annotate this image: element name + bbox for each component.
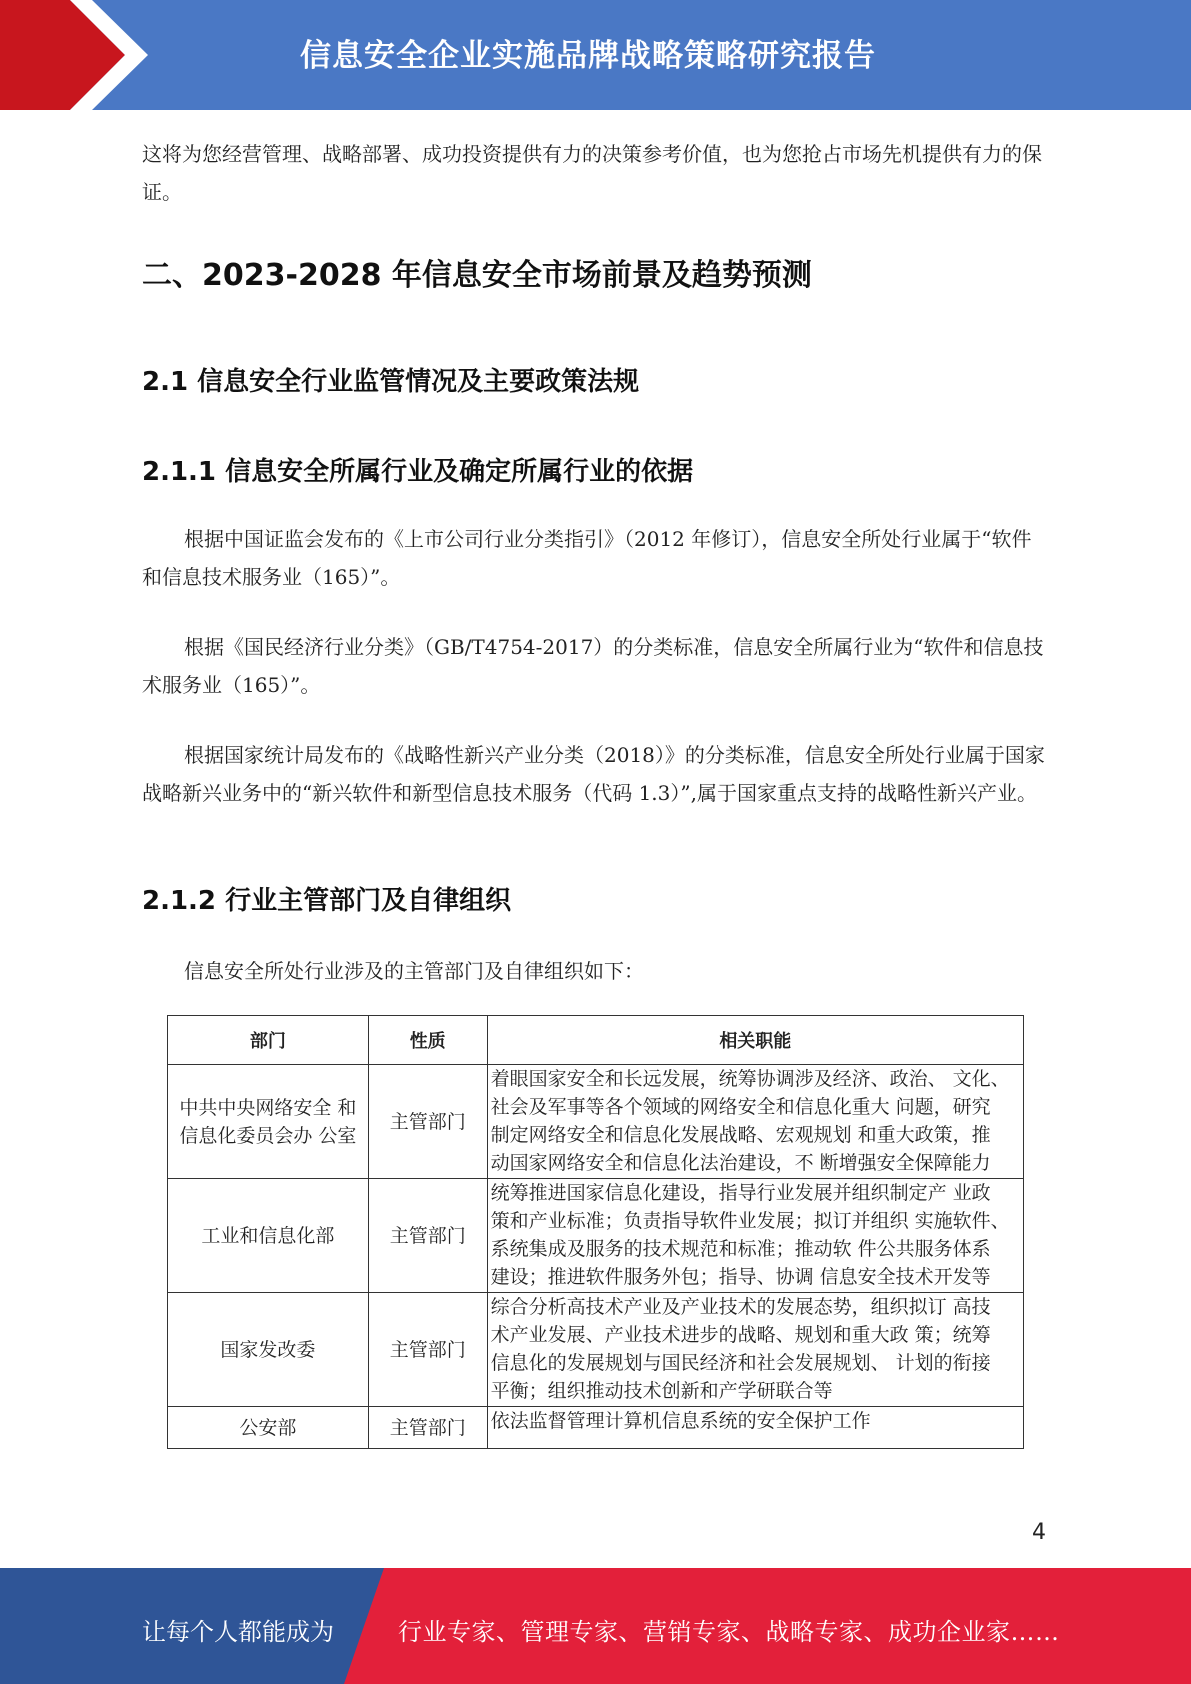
- column-header-department: 部门: [168, 1016, 369, 1065]
- column-header-function: 相关职能: [487, 1016, 1023, 1065]
- footer-slogan-right: 行业专家、管理专家、营销专家、战略专家、成功企业家……: [398, 1618, 1060, 1646]
- department-name-line: 国家发改委: [220, 1338, 316, 1361]
- table-row: [168, 1179, 1024, 1293]
- subsection-heading-2-1-2: 2.1.2 行业主管部门及自律组织: [142, 886, 512, 916]
- authorities-table: [167, 1015, 1024, 1449]
- department-name-line: 公安部: [239, 1416, 297, 1439]
- function-cell: [487, 1065, 1023, 1179]
- table-header-row: [168, 1016, 1024, 1065]
- nature-cell: 主管部门: [368, 1407, 487, 1449]
- paragraph-strategic-industry: 根据国家统计局发布的《战略性新兴产业分类（2018）》的分类标准，信息安全所处行业属于国家战略新兴业务中的“新兴软件和新型信息技术服务（代码 1.3）”,属于国家重点支持的战略性新兴产业。: [142, 743, 1045, 805]
- paragraph-csrc-classification: 根据中国证监会发布的《上市公司行业分类指引》（2012 年修订），信息安全所处行业属于“软件和信息技术服务业（165）”。: [142, 527, 1032, 589]
- department-cell: [168, 1293, 369, 1407]
- table-row: [168, 1407, 1024, 1449]
- subsection-heading-2-1-1: 2.1.1 信息安全所属行业及确定所属行业的依据: [142, 457, 694, 487]
- paragraph-national-classification: 根据《国民经济行业分类》（GB/T4754-2017）的分类标准，信息安全所属行业为“软件和信息技术服务业（165）”。: [142, 635, 1044, 697]
- section-heading: 二、2023-2028 年信息安全市场前景及趋势预测: [142, 258, 812, 293]
- function-line: 综合分析高技术产业及产业技术的发展态势，组织拟订 高技: [490, 1296, 991, 1318]
- header-arrow-decoration: [0, 0, 160, 110]
- function-line: 平衡；组织推动技术创新和产学研联合等: [490, 1380, 833, 1402]
- function-line: 术产业发展、产业技术进步的战略、规划和重大政 策；统筹: [490, 1324, 991, 1346]
- function-cell: [487, 1407, 1023, 1449]
- function-line: 信息化的发展规划与国民经济和社会发展规划、 计划的衔接: [490, 1352, 991, 1374]
- function-line: 统筹推进国家信息化建设，指导行业发展并组织制定产 业政: [490, 1182, 991, 1204]
- page-footer: [0, 1568, 1191, 1684]
- department-cell: [168, 1407, 369, 1449]
- nature-cell: 主管部门: [368, 1065, 487, 1179]
- function-line: 策和产业标准；负责指导软件业发展；拟订并组织 实施软件、: [490, 1210, 1010, 1232]
- function-cell: [487, 1293, 1023, 1407]
- department-cell: [168, 1065, 369, 1179]
- department-name-line: 中共中央网络安全 和: [179, 1096, 357, 1119]
- report-title: 信息安全企业实施品牌战略策略研究报告: [300, 38, 876, 74]
- nature-cell: 主管部门: [368, 1179, 487, 1293]
- department-name-line: 信息化委员会办 公室: [179, 1124, 357, 1147]
- department-name-line: 工业和信息化部: [201, 1224, 335, 1247]
- function-line: 着眼国家安全和长远发展，统筹协调涉及经济、政治、 文化、: [490, 1068, 1010, 1090]
- footer-slogan-left: 让每个人都能成为: [142, 1618, 334, 1646]
- function-line: 制定网络安全和信息化发展战略、宏观规划 和重大政策，推: [490, 1124, 991, 1146]
- function-line: 系统集成及服务的技术规范和标准；推动软 件公共服务体系: [490, 1238, 991, 1260]
- table-row: [168, 1293, 1024, 1407]
- page-number: 4: [1032, 1520, 1046, 1545]
- column-header-nature: 性质: [368, 1016, 487, 1065]
- nature-cell: 主管部门: [368, 1293, 487, 1407]
- function-line: 依法监督管理计算机信息系统的安全保护工作: [490, 1410, 871, 1432]
- function-line: 社会及军事等各个领域的网络安全和信息化重大 问题，研究: [490, 1096, 991, 1118]
- department-cell: [168, 1179, 369, 1293]
- function-line: 动国家网络安全和信息化法治建设，不 断增强安全保障能力: [490, 1152, 991, 1174]
- intro-paragraph: 这将为您经营管理、战略部署、成功投资提供有力的决策参考价值，也为您抢占市场先机提供有力的保证。: [142, 142, 1042, 204]
- subsection-heading-2-1: 2.1 信息安全行业监管情况及主要政策法规: [142, 367, 640, 397]
- function-line: 建设；推进软件服务外包；指导、协调 信息安全技术开发等: [490, 1266, 991, 1288]
- page-header: [0, 0, 1191, 110]
- table-intro: 信息安全所处行业涉及的主管部门及自律组织如下：: [184, 959, 644, 983]
- table-row: [168, 1065, 1024, 1179]
- function-cell: [487, 1179, 1023, 1293]
